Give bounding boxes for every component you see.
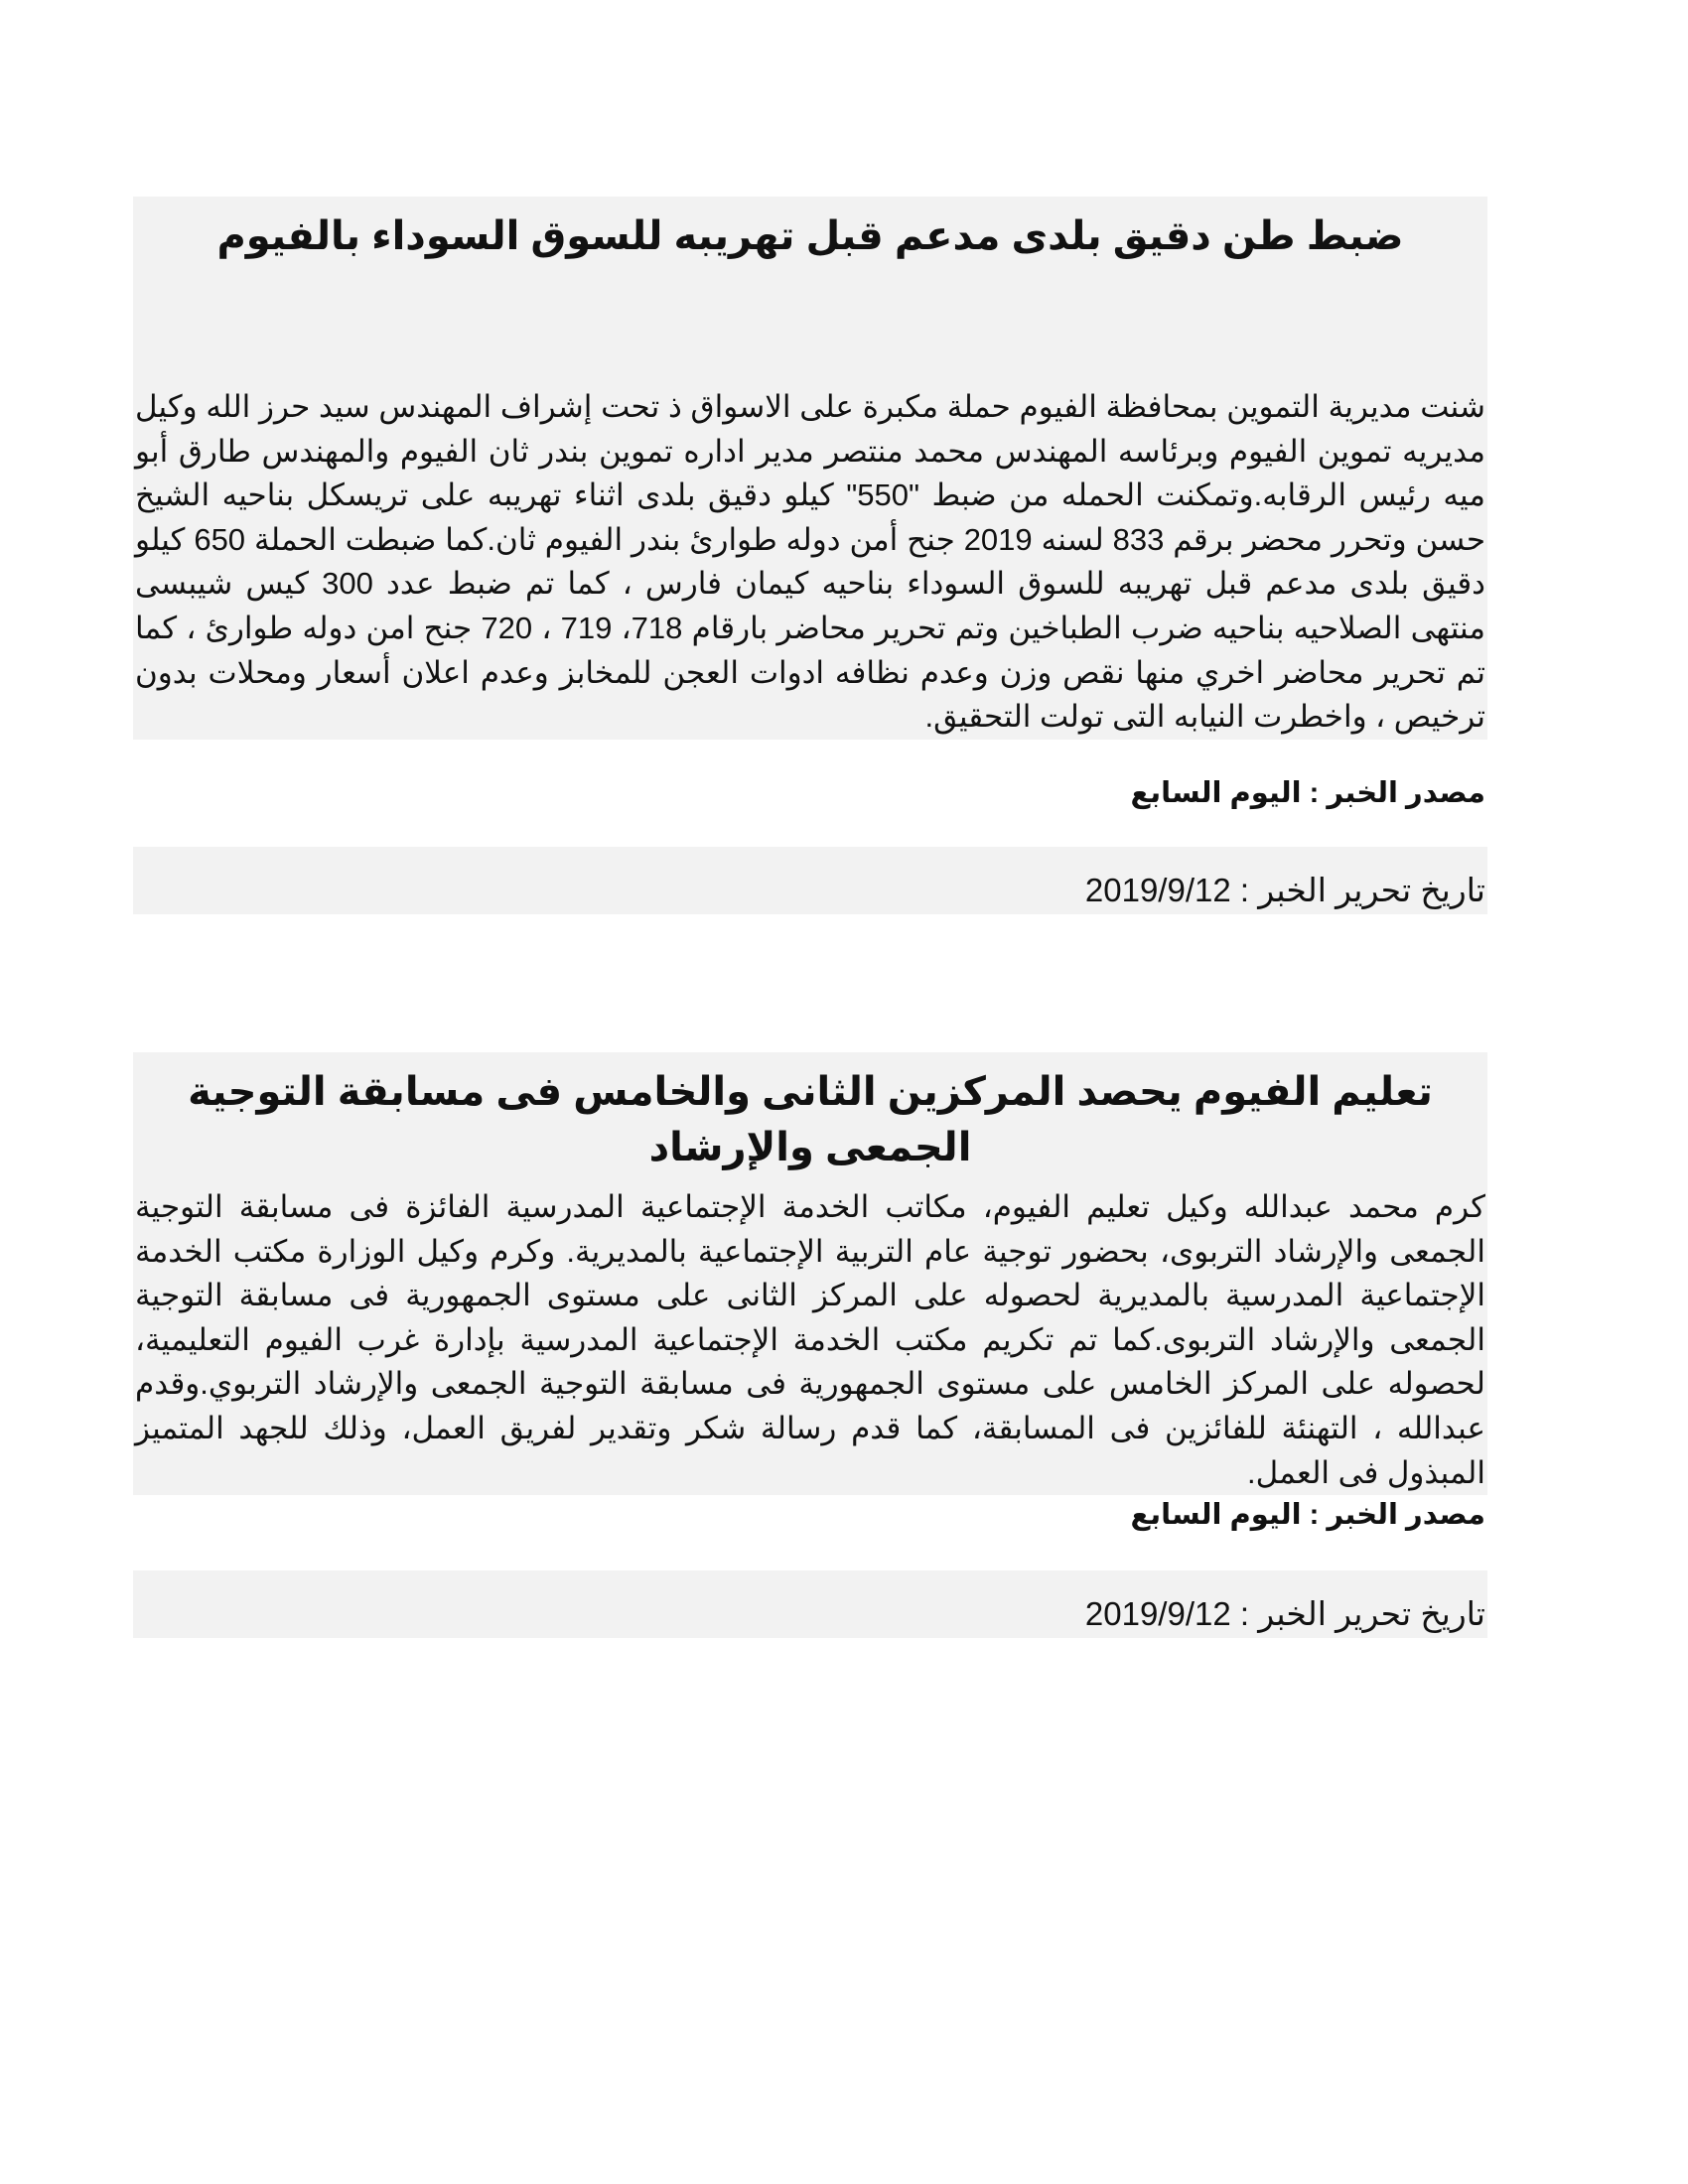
article-title: ضبط طن دقيق بلدى مدعم قبل تهريبه للسوق السوداء بالفيوم <box>216 214 1404 258</box>
article-source: مصدر الخبر : اليوم السابع <box>1130 1499 1485 1532</box>
article-date-band <box>133 1570 1487 1638</box>
article-date: تاريخ تحرير الخبر : 2019/9/12 <box>1084 871 1485 908</box>
article-date-band <box>133 847 1487 914</box>
news-article <box>133 197 1487 914</box>
article-title-band <box>133 197 1487 385</box>
article-date: تاريخ تحرير الخبر : 2019/9/12 <box>1084 1595 1485 1633</box>
article-title-band <box>133 1052 1487 1185</box>
article-body: شنت مديرية التموين بمحافظة الفيوم حملة مكبرة على الاسواق ذ تحت إشراف المهندس سيد حرز الله وكيل مديريه تموين الفيوم وبرئاسه المهندس محمد منتصر مدير اداره تموين بندر ثان الفيوم والمهندس طارق أبو ميه رئيس الرقابه.وتمكنت الحمله من ضبط "550" كيلو دقيق بلدى اثناء تهريبه على تريسكل بناحيه الشيخ حسن وتحرر محضر برقم 833 لسنه 2019 جنح أمن دوله طوارئ بندر الفيوم ثان.كما ضبطت الحملة 650 كيلو دقيق بلدى مدعم قبل تهريبه للسوق السوداء بناحيه كيمان فارس ، كما تم ضبط عدد 300 كيس شيبسى منتهى الصلاحيه بناحيه ضرب الطباخين وتم تحرير محاضر بارقام 718، 719 ، 720 جنح امن دوله طوارئ ، كما تم تحرير محاضر اخري منها نقص وزن وعدم نظافه ادوات العجن للمخابز وعدم اعلان أسعار ومحلات بدون ترخيص ، واخطرت النيابه التى تولت التحقيق. <box>133 385 1487 740</box>
article-body: كرم محمد عبدالله وكيل تعليم الفيوم، مكاتب الخدمة الإجتماعية المدرسية الفائزة فى مسابقة التوجية الجمعى والإرشاد التربوى، بحضور توجية عام التربية الإجتماعية بالمديرية. وكرم وكيل الوزارة مكتب الخدمة الإجتماعية المدرسية بالمديرية لحصوله على المركز الثانى على مستوى الجمهورية فى مسابقة التوجية الجمعى والإرشاد التربوى.كما تم تكريم مكتب الخدمة الإجتماعية المدرسية بإدارة غرب الفيوم التعليمية، لحصوله على المركز الخامس على مستوى الجمهورية فى مسابقة التوجية الجمعى والإرشاد التربوي.وقدم عبدالله ، التهنئة للفائزين فى المسابقة، كما قدم رسالة شكر وتقدير لفريق العمل، وذلك للجهد المتميز المبذول فى العمل. <box>133 1185 1487 1495</box>
news-article <box>133 1052 1487 1638</box>
article-title: تعليم الفيوم يحصد المركزين الثانى والخامس فى مسابقة التوجية الجمعى والإرشاد <box>188 1070 1433 1169</box>
article-source: مصدر الخبر : اليوم السابع <box>1130 776 1485 809</box>
